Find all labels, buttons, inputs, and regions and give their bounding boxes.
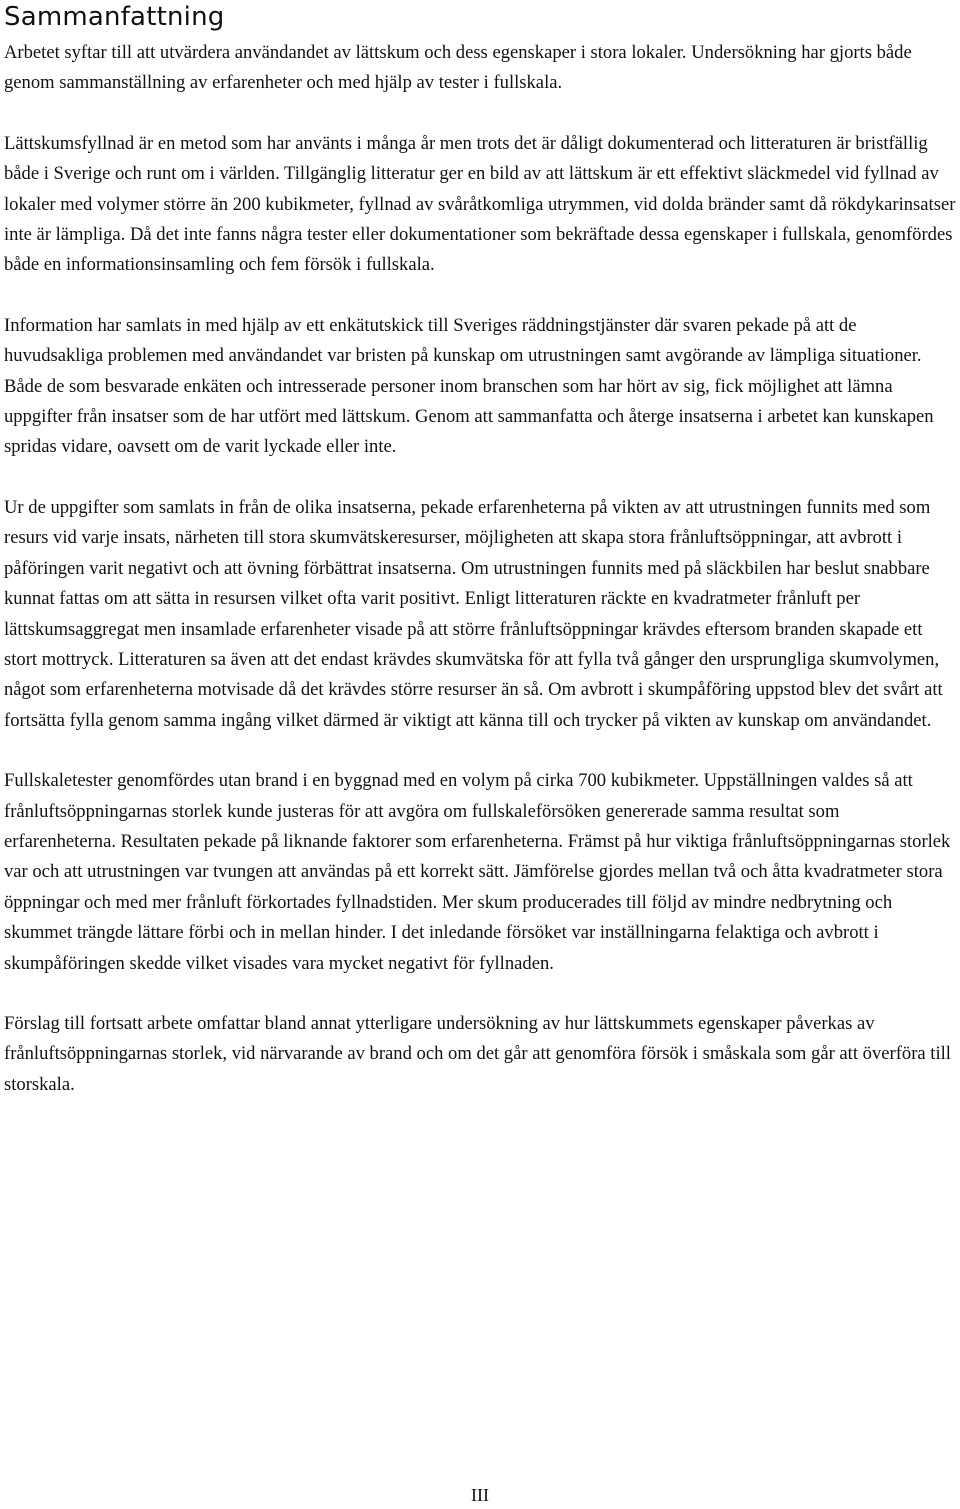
section-heading: Sammanfattning [4, 2, 225, 32]
paragraph-survey: Information har samlats in med hjälp av ett enkätutskick till Sveriges räddningstjänster där svaren pekade på att de huvudsakliga problemen med användandet var bristen på kunskap om utrustningen samt avgörande av lämpliga situationer. Både de som besvarade enkäten och intresserade personer inom branschen som har hört av sig, fick möjlighet att lämna uppgifter från insatser som de har utfört med lättskum. Genom att sammanfatta och återge insatserna i arbetet kan kunskapen spridas vidare, oavsett om de varit lyckade eller inte. [4, 314, 934, 458]
paragraph-background: Lättskumsfyllnad är en metod som har använts i många år men trots det är dåligt dokumenterad och litteraturen är bristfällig både i Sverige och runt om i världen. Tillgänglig litteratur ger en bild av att lättskum är ett effektivt släckmedel vid fyllnad av lokaler med volymer större än 200 kubikmeter, fyllnad av svåråtkomliga utrymmen, vid dolda bränder samt då rökdykarinsatser inte är lämpliga. Då det inte fanns några tester eller dokumentationer som bekräftade dessa egenskaper i fullskala, genomfördes både en informationsinsamling och fem försök i fullskala. [4, 132, 956, 276]
paragraph-future-work: Förslag till fortsatt arbete omfattar bland annat ytterligare undersökning av hur lättskummets egenskaper påverkas av frånluftsöppningarnas storlek, vid närvarande av brand och om det går att genomföra försök i småskala som går att överföra till storskala. [4, 1012, 951, 1095]
paragraph-experiences: Ur de uppgifter som samlats in från de olika insatserna, pekade erfarenheterna på vikten av att utrustningen funnits med som resurs vid varje insats, närheten till stora skumvätskeresurser, möjligheten att skapa stora frånluftsöppningar, att avbrott i påföringen varit negativt och att övning förbättrat insatserna. Om utrustningen funnits med på släckbilen har beslut snabbare kunnat fattas om att sätta in resursen vilket ofta varit positivt. Enligt litteraturen räckte en kvadratmeter frånluft per lättskumsaggregat men insamlade erfarenheter visade på att större frånluftsöppningar krävdes eftersom branden skapade ett stort mottryck. Litteraturen sa även att det endast krävdes skumvätska för att fylla två gånger den ursprungliga skumvolymen, något som erfarenheterna motvisade då det krävdes större resurser än så. Om avbrott i skumpåföring uppstod blev det svårt att fortsätta fylla genom samma ingång vilket därmed är viktigt att känna till och trycker på vikten av kunskap om användandet. [4, 496, 943, 731]
paragraph-fullscale-tests: Fullskaletester genomfördes utan brand i en byggnad med en volym på cirka 700 kubikmeter. Uppställningen valdes så att frånluftsöppningarnas storlek kunde justeras för att avgöra om fullskaleförsöken genererade samma resultat som erfarenheterna. Resultaten pekade på liknande faktorer som erfarenheterna. Främst på hur viktiga frånluftsöppningarnas storlek var och att utrustningen var tvungen att användas på ett korrekt sätt. Jämförelse gjordes mellan två och åtta kvadratmeter stora öppningar och med mer frånluft förkortades fyllnadstiden. Mer skum producerades till följd av mindre nedbrytning och skummet trängde lättare förbi och in mellan hinder. I det inledande försöket var inställningarna felaktiga och avbrott i skumpåföringen skedde vilket visades vara mycket negativt för fyllnaden. [4, 770, 951, 974]
document-page [4, 0, 956, 1100]
page-number: III [471, 1485, 489, 1505]
paragraph-purpose: Arbetet syftar till att utvärdera användandet av lättskum och dess egenskaper i stora lokaler. Undersökning har gjorts både genom sammanställning av erfarenheter och med hjälp av tester i fullskala. [4, 42, 912, 94]
